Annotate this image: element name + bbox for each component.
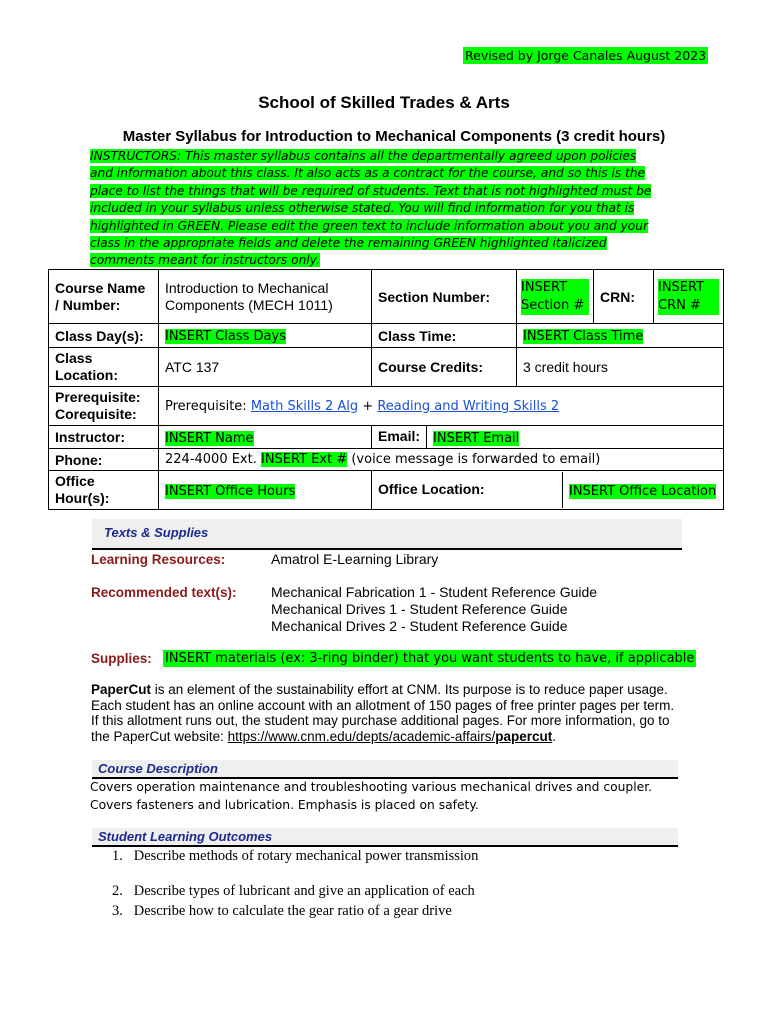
- outcome-text: Describe methods of rotary mechanical power transmission: [133, 848, 479, 864]
- email-value: INSERT Email: [433, 430, 520, 446]
- supplies-label: Supplies:: [91, 651, 152, 666]
- office-location-value-wrap: [563, 482, 722, 499]
- office-location-label: Office Location:: [372, 472, 563, 508]
- papercut-text: is an element of the sustainability effort at CNM. Its purpose is to reduce paper usage. Each student has an online account with an allotment of 150 pages of free printer pages per term. If this allotment runs out, the student may purchase additional pages. For more information, go to the PaperCut website:: [91, 682, 675, 744]
- class-time-label: Class Time:: [372, 324, 517, 348]
- recommended-texts-label: Recommended text(s):: [91, 585, 237, 600]
- reading-writing-link[interactable]: Reading and Writing Skills 2: [377, 398, 560, 414]
- instructor-cell: [159, 426, 372, 449]
- phone-ext-value: INSERT Ext #: [261, 452, 348, 467]
- office-hours-value: INSERT Office Hours: [165, 483, 296, 499]
- office-hours-cell: [159, 471, 372, 510]
- learning-outcomes-header: [92, 828, 678, 847]
- class-time-cell: [517, 324, 724, 348]
- course-credits-value: 3 credit hours: [517, 348, 724, 387]
- prerequisite-plus: +: [358, 398, 378, 414]
- course-credits-label: Course Credits:: [372, 348, 517, 387]
- prerequisite-label: Prerequisite: Corequisite:: [49, 387, 159, 426]
- email-label: Email:: [372, 426, 427, 448]
- outcome-item: [112, 848, 478, 865]
- outcome-item: [112, 903, 452, 920]
- class-location-label: Class Location:: [49, 348, 159, 387]
- instructor-notes: [90, 148, 660, 270]
- class-days-value: INSERT Class Days: [165, 329, 286, 344]
- texts-supplies-header: [92, 519, 682, 550]
- papercut-url-bold: papercut: [495, 728, 553, 744]
- office-location-cell: [372, 471, 724, 510]
- course-info-table: [48, 269, 724, 510]
- supplies-value: INSERT materials (ex: 3-ring binder) that you want students to have, if applicable: [165, 651, 695, 666]
- prerequisite-cell: [159, 387, 724, 426]
- recommended-texts-list: [271, 584, 597, 635]
- revised-note: Revised by Jorge Canales August 2023: [465, 48, 707, 63]
- papercut-paragraph: [91, 682, 681, 744]
- school-title: School of Skilled Trades & Arts: [258, 93, 510, 112]
- learning-resources-value: Amatrol E-Learning Library: [271, 551, 439, 567]
- recommended-text-item: Mechanical Drives 2 - Student Reference Guide: [271, 618, 568, 634]
- section-number-value: INSERT Section #: [521, 279, 589, 315]
- papercut-end: .: [552, 728, 556, 744]
- section-number-cell: [517, 270, 594, 324]
- learning-resources-label: Learning Resources:: [91, 552, 226, 567]
- instructor-notes-text: INSTRUCTORS: This master syllabus contains all the departmentally agreed upon policies and information about this class. It also acts as a contract for the course, and so this is the place to list the things that will be required of students. Text that is not highlighted must be included in your syllabus unless otherwise stated. You will find information for you that is highlighted in GREEN. Please edit the green text to include information about you and your class in the appropriate fields and delete the remaining GREEN highlighted italicized comments meant for instructors only.: [90, 149, 652, 268]
- class-time-value: INSERT Class Time: [523, 329, 644, 344]
- syllabus-title: Master Syllabus for Introduction to Mechanical Components (3 credit hours): [122, 128, 666, 145]
- email-cell: [372, 426, 724, 449]
- papercut-bold: PaperCut: [91, 682, 152, 697]
- phone-cell: [159, 449, 724, 471]
- course-description-heading: Course Description: [98, 761, 218, 776]
- papercut-url-prefix: https://www.cnm.edu/depts/academic-affairs/: [227, 728, 496, 744]
- papercut-link[interactable]: [228, 729, 553, 744]
- section-number-label: Section Number:: [372, 270, 517, 324]
- recommended-text-item: Mechanical Drives 1 - Student Reference Guide: [271, 601, 568, 617]
- prerequisite-prefix: Prerequisite:: [165, 398, 251, 414]
- class-days-label: Class Day(s):: [49, 324, 159, 348]
- phone-suffix: (voice message is forwarded to email): [347, 452, 601, 467]
- outcome-item: [112, 883, 475, 900]
- math-skills-link[interactable]: Math Skills 2 Alg: [250, 398, 359, 414]
- texts-supplies-heading: Texts & Supplies: [104, 525, 209, 540]
- course-description-header: [92, 760, 678, 779]
- phone-label: Phone:: [49, 449, 159, 471]
- office-location-value: INSERT Office Location: [569, 483, 717, 499]
- course-description-text: Covers operation maintenance and troubleshooting various mechanical drives and coupler. Covers fasteners and lubrication. Emphasis is placed on safety.: [90, 780, 653, 812]
- instructor-label: Instructor:: [49, 426, 159, 449]
- phone-prefix: 224-4000 Ext.: [165, 452, 261, 467]
- learning-outcomes-heading: Student Learning Outcomes: [98, 829, 273, 844]
- recommended-text-item: Mechanical Fabrication 1 - Student Reference Guide: [271, 584, 598, 600]
- crn-value: INSERT CRN #: [658, 279, 719, 315]
- crn-cell: [654, 270, 724, 324]
- outcome-number: 1.: [112, 848, 123, 864]
- outcome-text: Describe how to calculate the gear ratio of a gear drive: [133, 903, 452, 919]
- email-value-wrap: [427, 429, 525, 446]
- office-hours-label: Office Hour(s):: [49, 471, 159, 510]
- outcome-text: Describe types of lubricant and give an application of each: [133, 883, 475, 899]
- class-location-value: ATC 137: [159, 348, 372, 387]
- outcome-number: 3.: [112, 903, 123, 919]
- course-name-label: Course Name / Number:: [49, 270, 159, 324]
- outcome-number: 2.: [112, 883, 123, 899]
- instructor-value: INSERT Name: [165, 430, 254, 446]
- course-name-value: Introduction to Mechanical Components (MECH 1011): [159, 270, 372, 324]
- class-days-cell: [159, 324, 372, 348]
- crn-label: CRN:: [594, 270, 654, 324]
